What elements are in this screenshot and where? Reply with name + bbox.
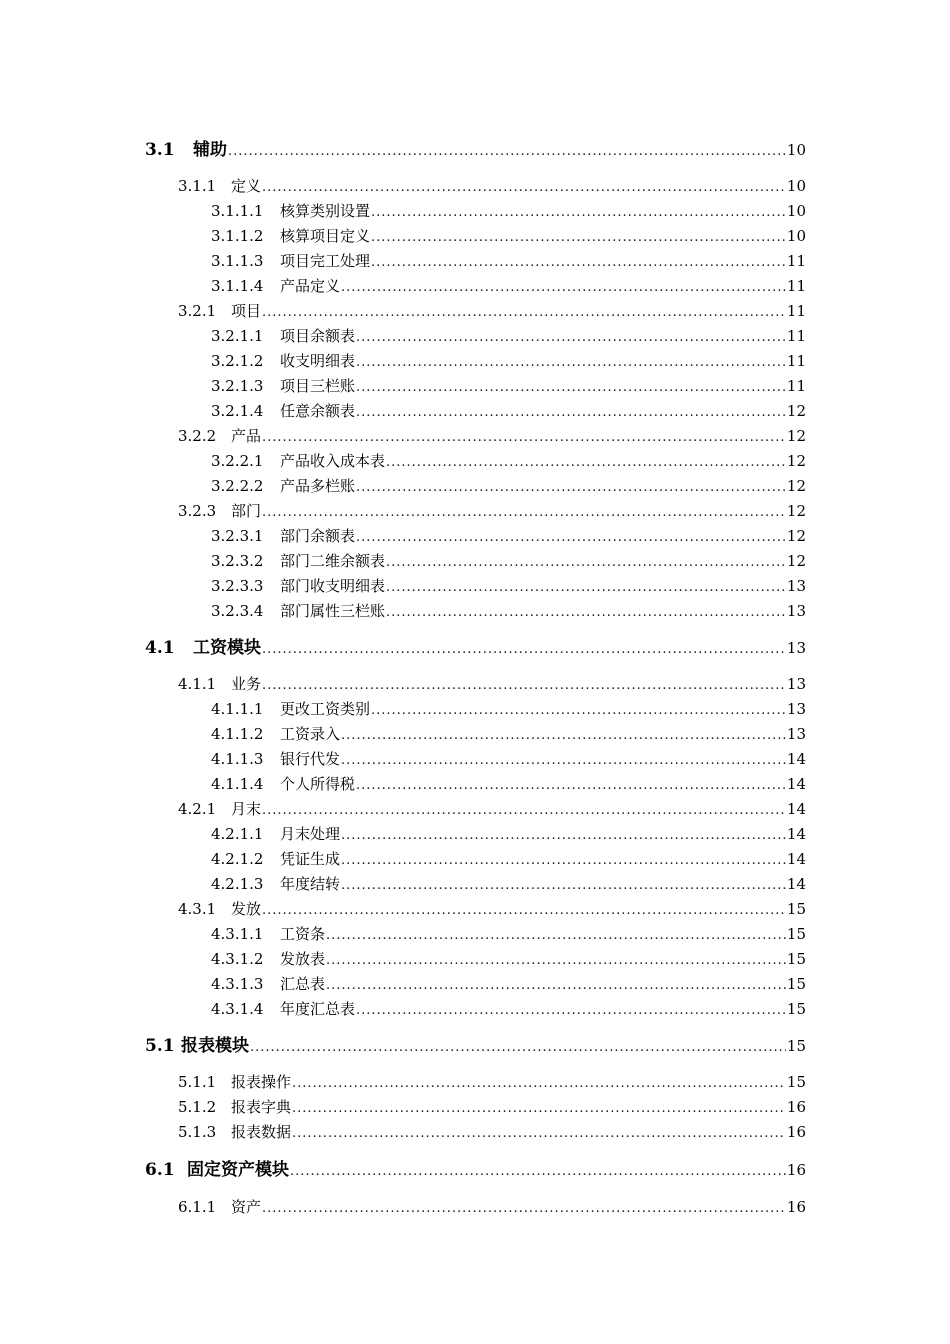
toc-entry-page-number: 16 — [786, 1161, 806, 1179]
toc-entry-level-3[interactable] — [211, 749, 806, 769]
dot-leader — [341, 851, 786, 871]
toc-entry-number: 6.1 — [145, 1160, 175, 1180]
toc-entry-page-number: 12 — [786, 427, 806, 445]
toc-entry-level-1[interactable] — [145, 638, 806, 658]
toc-entry-title: 银行代发 — [280, 750, 341, 768]
toc-entry-page-number: 15 — [786, 1073, 806, 1091]
toc-entry-page-number: 12 — [786, 477, 806, 495]
toc-entry-page-number: 16 — [786, 1098, 806, 1116]
toc-entry-title: 产品 — [231, 427, 262, 445]
toc-entry-number: 4.1.1.1 — [211, 700, 264, 718]
toc-entry-title: 部门余额表 — [280, 527, 356, 545]
toc-entry-title: 工资录入 — [280, 725, 341, 743]
toc-entry-title: 报表模块 — [181, 1036, 249, 1056]
toc-entry-level-2[interactable] — [178, 799, 806, 819]
toc-entry-title: 收支明细表 — [280, 352, 356, 370]
toc-entry-number: 3.2.3.3 — [211, 577, 264, 595]
toc-entry-title: 发放表 — [280, 950, 326, 968]
toc-entry-level-2[interactable] — [178, 1197, 806, 1217]
toc-entry-title: 部门属性三栏账 — [280, 602, 386, 620]
toc-entry-page-number: 10 — [786, 227, 806, 245]
dot-leader — [356, 1001, 786, 1021]
toc-entry-level-1[interactable] — [145, 1160, 806, 1180]
toc-entry-title: 年度汇总表 — [280, 1000, 356, 1018]
toc-entry-title: 产品多栏账 — [280, 477, 356, 495]
toc-entry-level-3[interactable] — [211, 476, 806, 496]
toc-entry-number: 3.2.3.2 — [211, 552, 264, 570]
toc-entry-title: 项目 — [231, 302, 262, 320]
dot-leader — [228, 142, 786, 162]
dot-leader — [386, 453, 786, 473]
toc-entry-number: 3.2.1.3 — [211, 377, 264, 395]
toc-entry-number: 3.2.1.2 — [211, 352, 264, 370]
toc-entry-page-number: 14 — [786, 850, 806, 868]
toc-entry-page-number: 12 — [786, 552, 806, 570]
toc-entry-level-2[interactable] — [178, 899, 806, 919]
dot-leader — [262, 178, 786, 198]
dot-leader — [262, 640, 786, 660]
toc-entry-page-number: 14 — [786, 750, 806, 768]
toc-entry-page-number: 13 — [786, 675, 806, 693]
dot-leader — [341, 726, 786, 746]
dot-leader — [341, 278, 786, 298]
toc-entry-level-3[interactable] — [211, 974, 806, 994]
toc-entry-number: 4.1.1.2 — [211, 725, 264, 743]
toc-entry-number: 5.1.2 — [178, 1098, 217, 1116]
toc-entry-page-number: 13 — [786, 639, 806, 657]
toc-entry-page-number: 13 — [786, 725, 806, 743]
dot-leader — [262, 303, 786, 323]
toc-entry-number: 3.2.3.4 — [211, 602, 264, 620]
dot-leader — [292, 1124, 786, 1144]
toc-entry-number: 3.2.2 — [178, 427, 217, 445]
dot-leader — [341, 826, 786, 846]
dot-leader — [356, 378, 786, 398]
toc-entry-level-3[interactable] — [211, 401, 806, 421]
toc-entry-number: 4.1 — [145, 638, 175, 658]
toc-entry-page-number: 12 — [786, 527, 806, 545]
dot-leader — [386, 553, 786, 573]
toc-entry-level-3[interactable] — [211, 724, 806, 744]
toc-entry-level-3[interactable] — [211, 849, 806, 869]
toc-entry-title: 汇总表 — [280, 975, 326, 993]
dot-leader — [262, 901, 786, 921]
toc-entry-level-3[interactable] — [211, 874, 806, 894]
dot-leader — [341, 751, 786, 771]
toc-entry-level-3[interactable] — [211, 226, 806, 246]
toc-entry-level-3[interactable] — [211, 351, 806, 371]
toc-entry-page-number: 10 — [786, 202, 806, 220]
toc-entry-number: 4.1.1 — [178, 675, 217, 693]
toc-entry-level-3[interactable] — [211, 526, 806, 546]
toc-entry-page-number: 11 — [786, 252, 806, 270]
toc-entry-title: 定义 — [231, 177, 262, 195]
toc-entry-level-2[interactable] — [178, 1072, 806, 1092]
toc-entry-level-2[interactable] — [178, 426, 806, 446]
toc-entry-number: 6.1.1 — [178, 1198, 217, 1216]
dot-leader — [326, 976, 786, 996]
toc-entry-number: 3.1.1 — [178, 177, 217, 195]
toc-entry-number: 3.2.2.2 — [211, 477, 264, 495]
dot-leader — [356, 776, 786, 796]
toc-entry-title: 任意余额表 — [280, 402, 356, 420]
toc-entry-level-3[interactable] — [211, 326, 806, 346]
dot-leader — [356, 328, 786, 348]
dot-leader — [356, 403, 786, 423]
dot-leader — [341, 876, 786, 896]
toc-entry-title: 个人所得税 — [280, 775, 356, 793]
toc-entry-page-number: 10 — [786, 141, 806, 159]
toc-entry-number: 3.2.1.4 — [211, 402, 264, 420]
dot-leader — [262, 1199, 786, 1219]
toc-entry-title: 核算项目定义 — [280, 227, 371, 245]
toc-entry-page-number: 12 — [786, 502, 806, 520]
dot-leader — [371, 203, 786, 223]
toc-entry-level-2[interactable] — [178, 674, 806, 694]
dot-leader — [386, 603, 786, 623]
toc-entry-title: 辅助 — [193, 140, 227, 160]
toc-entry-title: 业务 — [231, 675, 262, 693]
dot-leader — [262, 676, 786, 696]
toc-entry-page-number: 13 — [786, 577, 806, 595]
toc-entry-page-number: 16 — [786, 1123, 806, 1141]
toc-entry-title: 工资模块 — [193, 638, 261, 658]
toc-entry-page-number: 13 — [786, 700, 806, 718]
toc-entry-number: 3.1.1.4 — [211, 277, 264, 295]
toc-entry-title: 更改工资类别 — [280, 700, 371, 718]
dot-leader — [292, 1074, 786, 1094]
dot-leader — [326, 951, 786, 971]
toc-entry-title: 报表操作 — [231, 1073, 292, 1091]
dot-leader — [250, 1038, 786, 1058]
toc-entry-title: 项目完工处理 — [280, 252, 371, 270]
toc-entry-title: 报表字典 — [231, 1098, 292, 1116]
toc-entry-number: 4.2.1.3 — [211, 875, 264, 893]
toc-entry-number: 4.3.1.2 — [211, 950, 264, 968]
dot-leader — [356, 478, 786, 498]
toc-entry-level-3[interactable] — [211, 999, 806, 1019]
toc-entry-page-number: 14 — [786, 825, 806, 843]
toc-entry-level-3[interactable] — [211, 824, 806, 844]
toc-entry-number: 4.2.1.1 — [211, 825, 264, 843]
toc-entry-page-number: 15 — [786, 1000, 806, 1018]
toc-entry-title: 部门 — [231, 502, 262, 520]
toc-entry-level-3[interactable] — [211, 576, 806, 596]
toc-entry-page-number: 16 — [786, 1198, 806, 1216]
toc-entry-title: 产品收入成本表 — [280, 452, 386, 470]
dot-leader — [386, 578, 786, 598]
toc-entry-number: 3.2.3 — [178, 502, 217, 520]
toc-entry-number: 3.2.2.1 — [211, 452, 264, 470]
toc-entry-page-number: 15 — [786, 925, 806, 943]
toc-entry-title: 月末 — [231, 800, 262, 818]
dot-leader — [262, 801, 786, 821]
toc-entry-level-2[interactable] — [178, 1097, 806, 1117]
toc-entry-level-3[interactable] — [211, 376, 806, 396]
toc-entry-level-3[interactable] — [211, 551, 806, 571]
dot-leader — [371, 701, 786, 721]
toc-entry-title: 资产 — [231, 1198, 262, 1216]
toc-entry-level-2[interactable] — [178, 501, 806, 521]
dot-leader — [326, 926, 786, 946]
toc-entry-number: 4.3.1.1 — [211, 925, 264, 943]
toc-entry-title: 月末处理 — [280, 825, 341, 843]
toc-entry-level-3[interactable] — [211, 601, 806, 621]
toc-entry-title: 项目三栏账 — [280, 377, 356, 395]
toc-entry-number: 4.3.1.4 — [211, 1000, 264, 1018]
toc-entry-level-3[interactable] — [211, 251, 806, 271]
toc-entry-number: 3.1 — [145, 140, 175, 160]
toc-entry-page-number: 11 — [786, 277, 806, 295]
toc-entry-number: 4.1.1.3 — [211, 750, 264, 768]
toc-entry-level-2[interactable] — [178, 176, 806, 196]
toc-entry-number: 4.2.1 — [178, 800, 217, 818]
toc-entry-page-number: 15 — [786, 975, 806, 993]
toc-entry-number: 4.3.1 — [178, 900, 217, 918]
toc-entry-number: 3.1.1.2 — [211, 227, 264, 245]
dot-leader — [262, 503, 786, 523]
toc-entry-title: 工资条 — [280, 925, 326, 943]
toc-entry-title: 固定资产模块 — [187, 1160, 289, 1180]
toc-entry-title: 报表数据 — [231, 1123, 292, 1141]
toc-entry-number: 3.1.1.1 — [211, 202, 264, 220]
dot-leader — [292, 1099, 786, 1119]
dot-leader — [371, 253, 786, 273]
dot-leader — [262, 428, 786, 448]
toc-entry-level-1[interactable] — [145, 1036, 806, 1056]
toc-entry-page-number: 11 — [786, 327, 806, 345]
toc-entry-level-3[interactable] — [211, 451, 806, 471]
toc-entry-level-3[interactable] — [211, 949, 806, 969]
toc-entry-level-3[interactable] — [211, 276, 806, 296]
toc-entry-title: 部门二维余额表 — [280, 552, 386, 570]
toc-entry-level-1[interactable] — [145, 140, 806, 160]
toc-entry-level-2[interactable] — [178, 301, 806, 321]
toc-entry-number: 3.2.1 — [178, 302, 217, 320]
dot-leader — [356, 528, 786, 548]
toc-entry-page-number: 12 — [786, 452, 806, 470]
toc-entry-number: 3.1.1.3 — [211, 252, 264, 270]
toc-entry-number: 3.2.3.1 — [211, 527, 264, 545]
toc-entry-level-3[interactable] — [211, 924, 806, 944]
dot-leader — [356, 353, 786, 373]
toc-entry-title: 核算类别设置 — [280, 202, 371, 220]
toc-entry-number: 3.2.1.1 — [211, 327, 264, 345]
toc-entry-title: 项目余额表 — [280, 327, 356, 345]
toc-entry-title: 凭证生成 — [280, 850, 341, 868]
toc-entry-level-3[interactable] — [211, 774, 806, 794]
dot-leader — [290, 1162, 786, 1182]
toc-entry-level-2[interactable] — [178, 1122, 806, 1142]
toc-entry-number: 5.1 — [145, 1036, 175, 1056]
toc-entry-page-number: 10 — [786, 177, 806, 195]
toc-entry-page-number: 14 — [786, 775, 806, 793]
toc-entry-page-number: 14 — [786, 800, 806, 818]
toc-entry-page-number: 15 — [786, 900, 806, 918]
toc-entry-title: 部门收支明细表 — [280, 577, 386, 595]
toc-entry-page-number: 14 — [786, 875, 806, 893]
toc-entry-title: 年度结转 — [280, 875, 341, 893]
toc-entry-page-number: 13 — [786, 602, 806, 620]
toc-entry-number: 4.1.1.4 — [211, 775, 264, 793]
toc-entry-number: 4.3.1.3 — [211, 975, 264, 993]
toc-entry-level-3[interactable] — [211, 699, 806, 719]
toc-entry-number: 4.2.1.2 — [211, 850, 264, 868]
toc-entry-level-3[interactable] — [211, 201, 806, 221]
toc-entry-page-number: 11 — [786, 352, 806, 370]
toc-entry-page-number: 15 — [786, 950, 806, 968]
toc-entry-number: 5.1.3 — [178, 1123, 217, 1141]
toc-entry-title: 发放 — [231, 900, 262, 918]
toc-entry-number: 5.1.1 — [178, 1073, 217, 1091]
toc-entry-page-number: 12 — [786, 402, 806, 420]
toc-entry-title: 产品定义 — [280, 277, 341, 295]
toc-entry-page-number: 11 — [786, 377, 806, 395]
toc-entry-page-number: 15 — [786, 1037, 806, 1055]
toc-entry-page-number: 11 — [786, 302, 806, 320]
dot-leader — [371, 228, 786, 248]
